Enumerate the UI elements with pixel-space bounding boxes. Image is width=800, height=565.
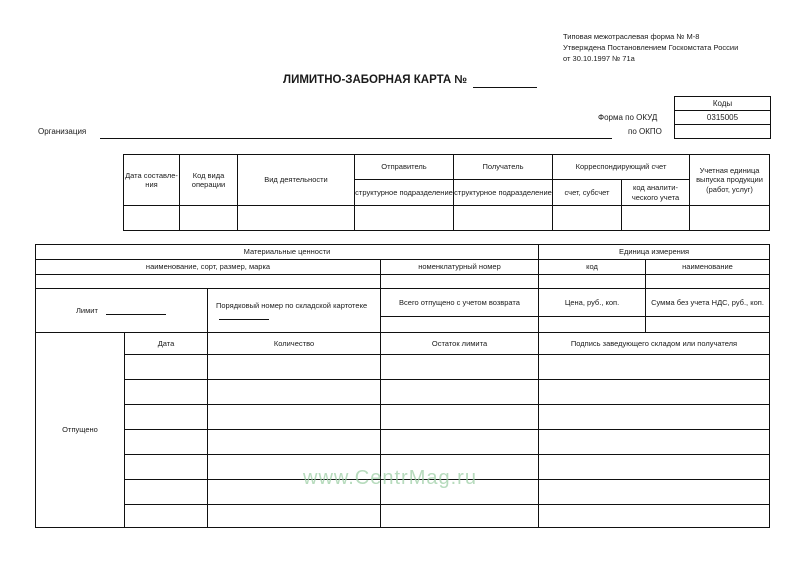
cell-material-name-input[interactable] bbox=[36, 275, 381, 289]
row-date-cell[interactable] bbox=[125, 355, 208, 380]
table-row bbox=[36, 380, 770, 405]
row-quantity-cell[interactable] bbox=[208, 355, 381, 380]
row-date-cell[interactable] bbox=[125, 455, 208, 480]
card-number-field[interactable] bbox=[473, 87, 537, 88]
approval-date-note: от 30.10.1997 № 71а bbox=[563, 54, 635, 63]
approval-note: Утверждена Постановлением Госкомстата России bbox=[563, 43, 739, 52]
card-number-cell bbox=[208, 289, 381, 333]
col-sender-unit: структурное подразделение bbox=[355, 180, 454, 206]
row-date-cell[interactable] bbox=[125, 480, 208, 505]
cell-date-input[interactable] bbox=[124, 206, 180, 231]
card-number-input[interactable] bbox=[219, 319, 269, 320]
limit-cell bbox=[36, 289, 208, 333]
row-remaining-cell[interactable] bbox=[381, 505, 539, 528]
col-accounting-unit: Учетная единица выпуска продукции (работ, услуг) bbox=[690, 155, 770, 206]
row-remaining-cell[interactable] bbox=[381, 430, 539, 455]
col-operation-code: Код вида операции bbox=[180, 155, 238, 206]
col-date-composed: Дата составле-ния bbox=[124, 155, 180, 206]
cell-sender-input[interactable] bbox=[355, 206, 454, 231]
col-account-subaccount: счет, субсчет bbox=[553, 180, 622, 206]
okpo-code-field[interactable] bbox=[675, 124, 770, 138]
name-sort-heading: наименование, сорт, размер, марка bbox=[36, 260, 381, 275]
card-number-label: Порядковый номер по складской картотеке bbox=[216, 301, 368, 310]
col-receiver-unit: структурное подразделение bbox=[454, 180, 553, 206]
organization-field[interactable] bbox=[100, 138, 612, 139]
row-date-cell[interactable] bbox=[125, 380, 208, 405]
col-corr-account: Корреспондирующий счет bbox=[553, 155, 690, 180]
cell-receiver-input[interactable] bbox=[454, 206, 553, 231]
organization-label: Организация bbox=[38, 127, 87, 136]
row-remaining-cell[interactable] bbox=[381, 405, 539, 430]
okud-code-value: 0315005 bbox=[675, 110, 770, 124]
unit-code-heading: код bbox=[539, 260, 646, 275]
limit-field[interactable] bbox=[106, 314, 166, 315]
col-activity-type: Вид деятельности bbox=[238, 155, 355, 206]
col-analytic-code: код аналити-ческого учета bbox=[622, 180, 690, 206]
row-signature-cell[interactable] bbox=[539, 405, 770, 430]
cell-sum-input[interactable] bbox=[646, 317, 770, 333]
row-date-cell[interactable] bbox=[125, 505, 208, 528]
form-number-note: Типовая межотраслевая форма № М-8 bbox=[563, 32, 700, 41]
row-date-cell[interactable] bbox=[125, 430, 208, 455]
col-signature-heading: Подпись заведующего складом или получателя bbox=[539, 333, 770, 355]
table-row bbox=[36, 430, 770, 455]
limit-label: Лимит bbox=[76, 305, 98, 315]
row-signature-cell[interactable] bbox=[539, 430, 770, 455]
table-row bbox=[36, 355, 770, 380]
nomenclature-heading: номенклатурный номер bbox=[381, 260, 539, 275]
codes-heading: Коды bbox=[712, 99, 733, 108]
row-quantity-cell[interactable] bbox=[208, 405, 381, 430]
row-remaining-cell[interactable] bbox=[381, 380, 539, 405]
col-date-heading: Дата bbox=[125, 333, 208, 355]
row-signature-cell[interactable] bbox=[539, 380, 770, 405]
cell-total-released-input[interactable] bbox=[381, 317, 539, 333]
materials-heading: Материальные ценности bbox=[36, 245, 539, 260]
row-remaining-cell[interactable] bbox=[381, 355, 539, 380]
header-details-table bbox=[123, 154, 770, 231]
row-quantity-cell[interactable] bbox=[208, 505, 381, 528]
cell-price-input[interactable] bbox=[539, 317, 646, 333]
cell-unit-code-input[interactable] bbox=[539, 275, 646, 289]
col-remaining-heading: Остаток лимита bbox=[381, 333, 539, 355]
cell-analytic-input[interactable] bbox=[622, 206, 690, 231]
unit-name-heading: наименование bbox=[646, 260, 770, 275]
row-signature-cell[interactable] bbox=[539, 455, 770, 480]
codes-box bbox=[674, 96, 771, 139]
page-title: ЛИМИТНО-ЗАБОРНАЯ КАРТА № bbox=[283, 74, 468, 86]
okpo-label: по ОКПО bbox=[628, 127, 662, 136]
cell-activity-input[interactable] bbox=[238, 206, 355, 231]
col-sender: Отправитель bbox=[355, 155, 454, 180]
row-quantity-cell[interactable] bbox=[208, 430, 381, 455]
cell-opcode-input[interactable] bbox=[180, 206, 238, 231]
released-label: Отпущено bbox=[36, 333, 125, 528]
price-heading: Цена, руб., коп. bbox=[539, 289, 646, 317]
row-signature-cell[interactable] bbox=[539, 505, 770, 528]
table-row bbox=[36, 405, 770, 430]
sum-no-vat-heading: Сумма без учета НДС, руб., коп. bbox=[646, 289, 770, 317]
cell-unit-name-input[interactable] bbox=[646, 275, 770, 289]
col-quantity-heading: Количество bbox=[208, 333, 381, 355]
col-receiver: Получатель bbox=[454, 155, 553, 180]
cell-account-input[interactable] bbox=[553, 206, 622, 231]
watermark: www.CentrMag.ru bbox=[303, 467, 477, 489]
table-row bbox=[36, 505, 770, 528]
unit-measure-heading: Единица измерения bbox=[539, 245, 770, 260]
cell-unit-input[interactable] bbox=[690, 206, 770, 231]
okud-label: Форма по ОКУД bbox=[598, 113, 658, 122]
cell-nomenclature-input[interactable] bbox=[381, 275, 539, 289]
row-date-cell[interactable] bbox=[125, 405, 208, 430]
row-signature-cell[interactable] bbox=[539, 480, 770, 505]
row-quantity-cell[interactable] bbox=[208, 380, 381, 405]
row-signature-cell[interactable] bbox=[539, 355, 770, 380]
total-released-heading: Всего отпущено с учетом возврата bbox=[381, 289, 539, 317]
